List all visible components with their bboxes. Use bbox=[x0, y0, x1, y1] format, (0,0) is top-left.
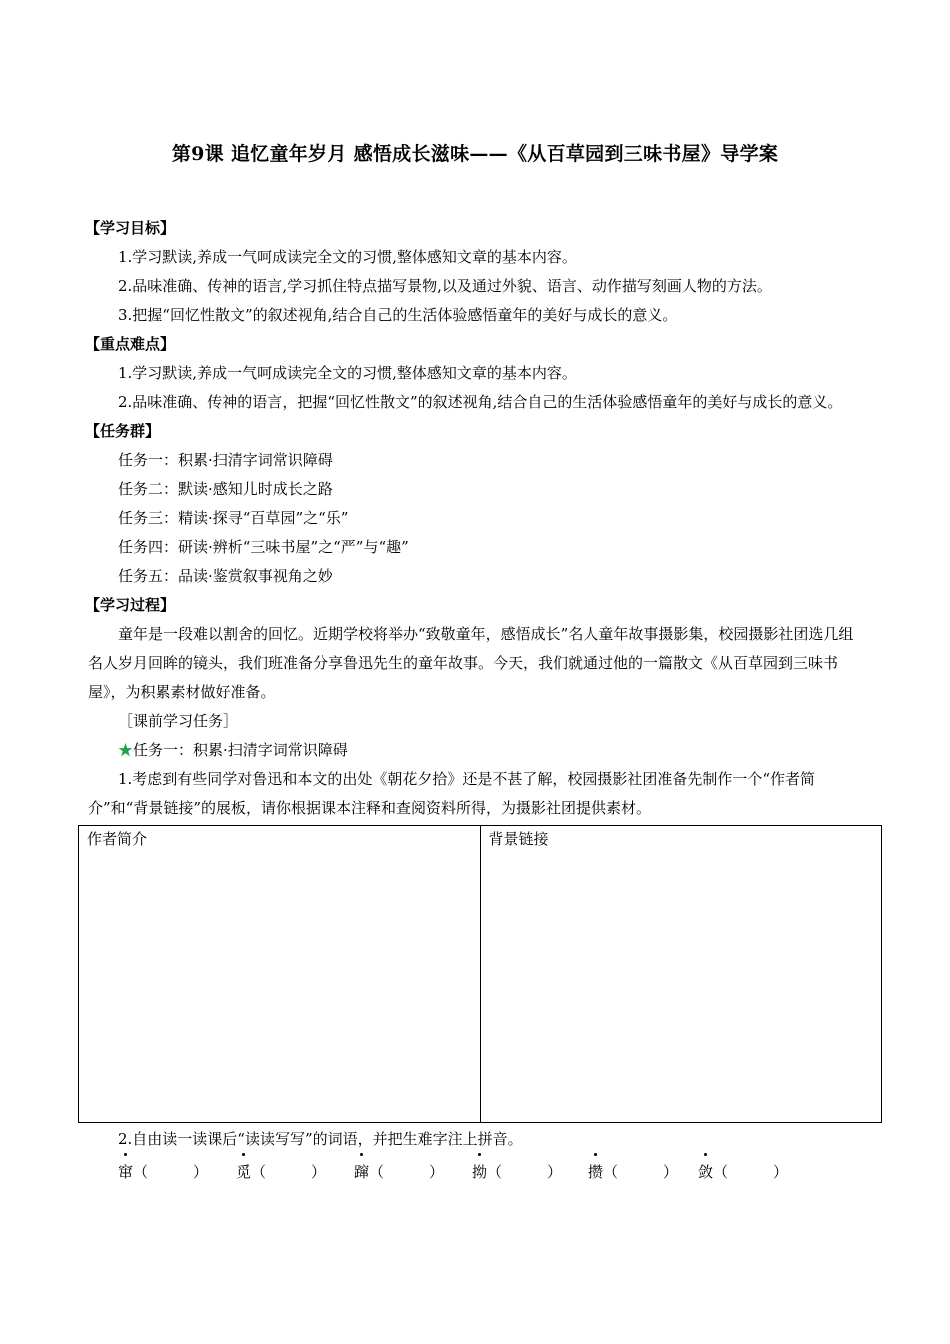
author-intro-cell[interactable] bbox=[79, 826, 481, 1123]
pinyin-blank: （ ） bbox=[487, 1163, 563, 1181]
pinyin-blank: （ ） bbox=[713, 1163, 789, 1181]
task-item-3: 任务三：精读·探寻“百草园”之“乐” bbox=[118, 509, 349, 527]
pinyin-item[interactable] bbox=[236, 1158, 326, 1187]
author-intro-label: 作者简介 bbox=[87, 830, 148, 848]
pinyin-blank: （ ） bbox=[133, 1163, 209, 1181]
pinyin-item[interactable] bbox=[472, 1158, 562, 1187]
char: 攒 bbox=[588, 1158, 603, 1187]
background-link-cell[interactable] bbox=[480, 826, 882, 1123]
pinyin-blank: （ ） bbox=[251, 1163, 327, 1181]
task-item-4: 任务四：研读·辨析“三味书屋”之“严”与“趣” bbox=[118, 538, 409, 556]
section-heading-tasks: 【任务群】 bbox=[85, 422, 161, 440]
star-icon: ★ bbox=[118, 741, 134, 759]
question-2: 2.自由读一读课后“读读写写”的词语，并把生难字注上拼音。 bbox=[118, 1130, 523, 1148]
task-item-1: 任务一：积累·扫清字词常识障碍 bbox=[118, 451, 333, 469]
task-item-2: 任务二：默读·感知儿时成长之路 bbox=[118, 480, 333, 498]
goal-item-1: 1.学习默读,养成一气呵成读完全文的习惯,整体感知文章的基本内容。 bbox=[118, 248, 577, 266]
document-body bbox=[85, 214, 863, 1190]
goal-item-2: 2.品味准确、传神的语言,学习抓住特点描写景物,以及通过外貌、语言、动作描写刻画人物的方法。 bbox=[118, 277, 772, 295]
char: 窜 bbox=[118, 1158, 133, 1187]
task-item-5: 任务五：品读·鉴赏叙事视角之妙 bbox=[118, 567, 333, 585]
char: 拗 bbox=[472, 1158, 487, 1187]
section-heading-goals: 【学习目标】 bbox=[85, 219, 176, 237]
section-heading-process: 【学习过程】 bbox=[85, 596, 176, 614]
question-1: 1.考虑到有些同学对鲁迅和本文的出处《朝花夕拾》还是不甚了解，校园摄影社团准备先制作一个“作者简介”和“背景链接”的展板，请你根据课本注释和查阅资料所得，为摄影社团提供素材。 bbox=[88, 770, 815, 817]
pinyin-item[interactable] bbox=[698, 1158, 788, 1187]
pinyin-item[interactable] bbox=[118, 1158, 208, 1187]
prestudy-heading: ［课前学习任务］ bbox=[118, 712, 239, 730]
pinyin-item[interactable] bbox=[354, 1158, 444, 1187]
key-point-item-2: 2.品味准确、传神的语言，把握“回忆性散文”的叙述视角,结合自己的生活体验感悟童年的美好与成长的意义。 bbox=[118, 393, 843, 411]
task1-heading bbox=[88, 736, 863, 765]
key-point-item-1: 1.学习默读,养成一气呵成读完全文的习惯,整体感知文章的基本内容。 bbox=[118, 364, 577, 382]
pinyin-blank: （ ） bbox=[369, 1163, 445, 1181]
section-heading-key-points: 【重点难点】 bbox=[85, 335, 176, 353]
char: 敛 bbox=[698, 1158, 713, 1187]
process-intro: 童年是一段难以割舍的回忆。近期学校将举办“致敬童年，感悟成长”名人童年故事摄影集，校园摄影社团选几组名人岁月回眸的镜头，我们班准备分享鲁迅先生的童年故事。今天，我们就通过他的一篇散文《从百草园到三味书屋》，为积累素材做好准备。 bbox=[88, 625, 854, 701]
pinyin-blank: （ ） bbox=[603, 1163, 679, 1181]
pinyin-row bbox=[88, 1154, 863, 1190]
pinyin-item[interactable] bbox=[588, 1158, 678, 1187]
answer-table bbox=[78, 825, 882, 1123]
goal-item-3: 3.把握“回忆性散文”的叙述视角,结合自己的生活体验感悟童年的美好与成长的意义。 bbox=[118, 306, 678, 324]
page-title: 第9课 追忆童年岁月 感悟成长滋味——《从百草园到三味书屋》导学案 bbox=[171, 143, 779, 165]
background-link-label: 背景链接 bbox=[488, 830, 549, 848]
char: 觅 bbox=[236, 1158, 251, 1187]
char: 蹿 bbox=[354, 1158, 369, 1187]
task1-title: 任务一：积累·扫清字词常识障碍 bbox=[133, 741, 348, 759]
